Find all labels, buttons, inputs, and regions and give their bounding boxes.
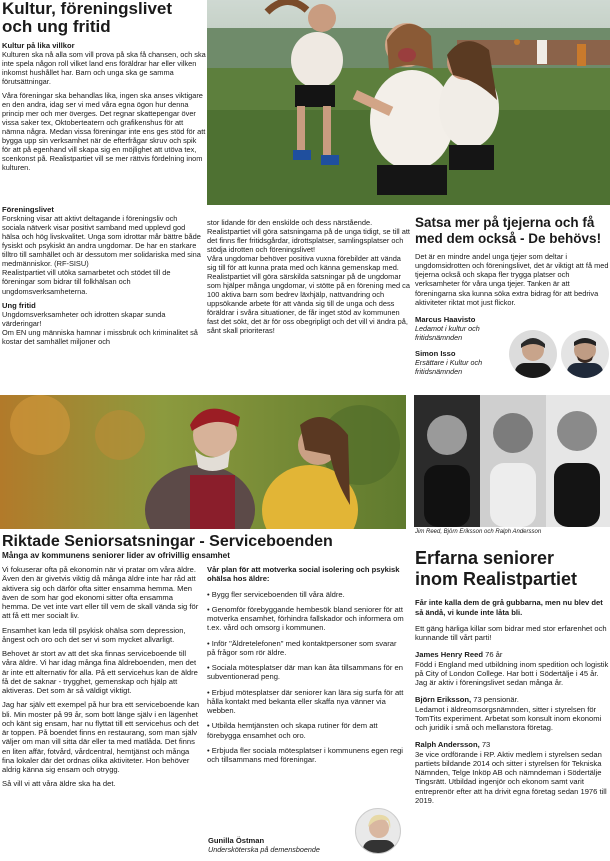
plan-bullet: • Bygg fler serviceboenden till våra äldre. [207,589,345,599]
person-name: James Henry Reed [415,650,483,660]
plan-bullet: • Utbilda hemtjänsten och skapa rutiner för dem att förebygga ensamhet och oro. [207,721,378,740]
plan-bullet: • Genomför förebyggande hembesök bland seniorer för att motverka ensamhet, förhindra fallskador och informera om t.ex. vård och omsorg i kommunen. [207,604,404,633]
article-experienced [415,548,610,805]
paragraph: Om EN ung människa hamnar i missbruk och kriminalitet så kostar det samhället miljoner och [2,327,198,346]
paragraph: Forskning visar att aktivt deltagande i föreningsliv och sociala nätverk visar positivt samband med upplevd god hälsa och hög livskvalitet. Unga som idrottar mår bättre både fysiskt och psykiskt än andra ungdomar. De har en starkare tilltro till samhället och är dessutom mer solidariska med sina medmänniskor. (RF-SISU) [2,214,201,269]
article-experienced-title-line1: Erfarna seniorer [415,548,555,568]
article-seniors-subtitle: Många av kommunens seniorer lider av ofrivillig ensamhet [2,550,230,560]
article-culture-title-line2: och ung fritid [2,16,111,36]
signer-name: Simon Isso [415,348,456,358]
avatar-marcus-image [509,330,557,378]
paragraph: Så vill vi att våra äldre ska ha det. [2,779,116,789]
photo-girls-football-image [207,0,610,205]
paragraph: Realistpartiet vill utöka samarbetet och stödet till de föreningar som bidrar till folkhälsan och ungdomsverksamheterna. [2,268,171,296]
plan-bullet: • Inför "Äldretelefonen" med kontaktpersoner som svarar på frågor som rör äldre. [207,638,397,657]
plan-heading: Vår plan för att motverka social isolering och psykisk ohälsa hos äldre: [207,565,400,584]
person-age: 76 år [485,650,503,660]
person-age: 73 [481,740,491,750]
article-seniors [2,533,406,560]
paragraph: stor lidande för den enskilde och dess närstående. Realistpartiet vill göra satsningarna på de unga tidigt, se till att det finns fler fritidsgårdar, idrottsplatser, samlingsplatser och stödja idrotten och föreningslivet! [207,218,410,255]
photo-caption: Jim Reed, Björn Eriksson och Ralph Andersson [415,529,542,535]
paragraph: Våra ungdomar behöver positiva vuxna förebilder att vända sig till för att kunna prata med och känna gemenskap med. Realistpartiet vill göra särskilda satsningar på de ungdomar som hjälper många ungdomar, vi stötte på en förening med ca 100 aktiva barn som bedrev läxhjälp, nattvandring och uppsökande arbete för att vända sig till de unga och dess föräldrar i svåra situationer, de får inget stöd av kommunen fast det sökt, det är för oss obegripligt och det vill vi ändra på, sånt skall prioriteras! [207,254,410,336]
signer [415,349,510,376]
signer-role: Undersköterska på demensboende [208,845,320,854]
plan-bullet: • Erbjuda fler sociala mötesplatser i kommunens egen regi och tillsammans med föreningar. [207,745,403,764]
photo-senior-women-image [0,395,406,529]
article-culture-title-line1: Kultur, föreningslivet [2,0,173,18]
paragraph: Behovet är stort av att det ska finnas serviceboende till våra äldre. Vi har idag många fina äldreboenden, men det är inte ett alternativ för alla. På ett servicehus kan de äldre få det de saknar - trygghet, gemenskap och hjälp att aktiveras. Det som är så väldigt viktigt. [2,649,198,695]
article-seniors-title: Riktade Seniorsatsningar - Serviceboenden [2,533,333,550]
article-culture-body [0,41,206,173]
article-girls-body: Det är en mindre andel unga tjejer som deltar i ungdomsidrotten och föreningslivet, det är viktigt att få med tjejerna också och skapa fler trygga platser och verksamheter för våra unga tjejer. Tanken är att föreningarna ska kunna söka extra bidrag för att bedriva aktiviteter riktat mot just flickor. [415,252,609,307]
person-name: Ralph Andersson, [415,740,480,750]
signer-role: Ersättare i Kultur och fritidsnämnden [415,357,483,376]
article-seniors-col2 [207,565,405,764]
section-heading-culture: Kultur på lika villkor [2,40,75,50]
paragraph: Ungdomsverksamheter och idrotten skapar sunda värderingar! [2,309,166,328]
photo-senior-women [0,395,406,529]
plan-bullet: • Sociala mötesplatser där man kan åta tillsammans för en subventionerad peng. [207,663,403,682]
article-experienced-lead: Får inte kalla dem de grå gubbarna, men nu blev det så ändå, vi kunde inte låta bli. [415,598,603,617]
person-bio: 3e vice ordförande i RP. Aktiv medlem i styrelsen sedan partiets bildande 2014 och sitter i styrelsen för Tekniska Nämnden, Telge Inköp AB och nämndeman i Södertälje Tingsrätt. Utbildad ingenjör och ekonom samt varit entreprenör efter att ha drivit egna företag sedan 1976 till 2019. [415,749,607,805]
avatar-simon-image [561,330,609,378]
photo-three-seniors-image [414,395,610,527]
article-experienced-intro: Ett gäng härliga killar som bidrar med stor erfarenhet och kunnande till vårt parti! [415,623,607,643]
article-seniors-col1 [2,565,202,789]
avatar-simon [561,330,609,378]
paragraph: Vi fokuserar ofta på ekonomin när vi pratar om våra äldre. Även den är givetvis viktig då många äldre inte har råd att aktivera sig och därför ofta sitter ensamma hemma. Men även de som har god ekonomi sitter ofta ensamma hemma. De vet inte vart eller till vem de skall vända sig för att få ett mer socialt liv. [2,565,199,621]
person-bio: Ledamot i äldreomsorgsnämnden, sitter i styrelsen för TomTits experiment. Arbetat som konsult inom ekonomi och juridik i små och mellanstora företag. [415,704,602,733]
avatar-marcus [509,330,557,378]
person-entry [415,650,610,687]
article-culture-col1-lower [2,205,202,346]
article-culture-col2 [207,218,412,335]
photo-three-seniors [414,395,610,527]
paragraph: Jag har själv ett exempel på hur bra ett serviceboende kan bli. Min moster på 99 år, som bott länge själv i en lägenhet och känt sig ensam, har nu flyttat till ett servicehus och det är toppen. På boendet finns en restaurang, som man själv väljer om man vill sitta där eller ta med matlåda. Det finns en liten affär, fotvård, vårdcentral, hemtjänst och många fina lokaler där det ordnas olika aktiviteter. Hon behöver aldrig känna sig ensam och otrygg. [2,700,200,774]
article-girls-title: Satsa mer på tjejerna och få med dem också - De behövs! [415,215,602,247]
section-heading-associations: Föreningslivet [2,205,54,214]
paragraph: Ensamhet kan leda till psykisk ohälsa som depression, ångest och oro och det ser vi som mycket allvarligt. [2,625,186,644]
photo-girls-football [207,0,610,205]
article-culture [0,0,206,172]
article-experienced-title [415,548,610,589]
person-age: 73 pensionär. [473,695,519,705]
person-entry [415,695,610,732]
avatar-gunilla [355,808,401,854]
signer-gunilla [208,836,358,854]
signer-name: Gunilla Östman [208,836,265,845]
signer-role: Ledamot i kultur och fritidsnämnden [415,323,480,342]
paragraph: Kulturen ska nå alla som vill prova på ska få chansen, och ska inte spela någon roll vilket land ens föräldrar har eller vilken inkomst hushållet har. Barn och unga ska ge samma förutsättningar. [2,49,206,87]
article-culture-title [0,0,206,36]
plan-bullet: • Erbjud mötesplatser där seniorer kan lära sig surfa för att hålla kontakt med bekanta eller skaffa nya vänner via webben. [207,687,404,715]
signer-name: Marcus Haavisto [415,314,476,324]
paragraph: Våra föreningar ska behandlas lika, ingen ska anses viktigare en den andra, idag ser vi med våra egna ögon hur denna princip mer och mer överges. Det regnar skattepengar över vissa saker tex, Oktoberteatern och grafikenshus för att nämna några. Medan vissa föreningar inte ens ges stöd för att bygga upp sin verksamhet när de efterfrågar skruv och spik för att på egenhand vill skapa sig en möjlighet att utöva tex, scenkonst på. Realistpartiet vill se mer rättvis fördelning inom kulturen. [2,91,206,173]
person-entry [415,740,610,805]
person-name: Björn Eriksson, [415,695,472,705]
article-experienced-title-line2: inom Realistpartiet [415,568,578,589]
person-bio: Född i England med utbildning inom spedition och logistik på City of London College. Har bott i Södertälje i 45 år. Jag är aktiv i föreningslivet sedan många år. [415,659,609,688]
section-heading-youth: Ung fritid [2,300,36,310]
avatar-gunilla-image [356,809,401,854]
signer [415,315,510,342]
